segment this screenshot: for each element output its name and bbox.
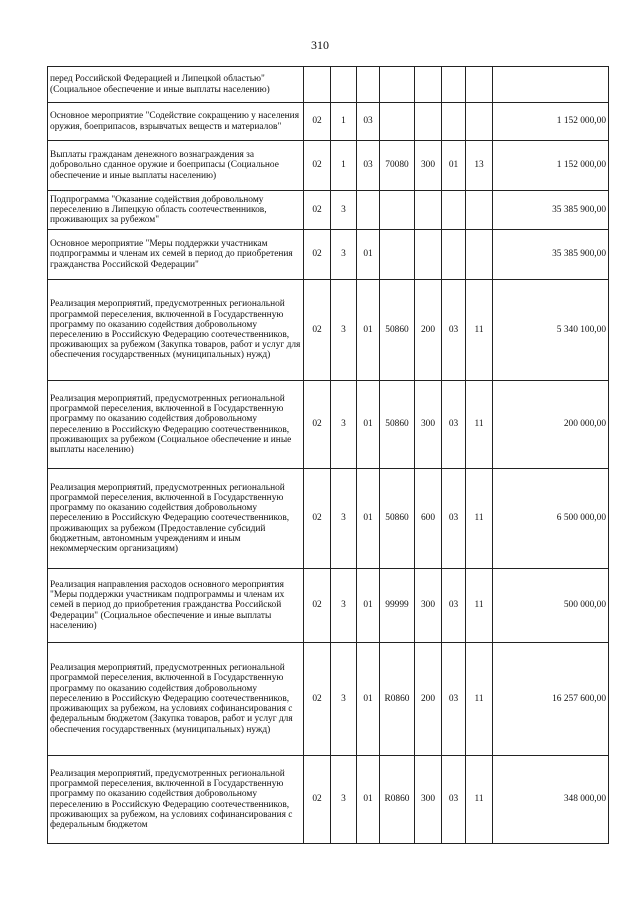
row-description: Основное мероприятие "Содействие сокращению у населения оружия, боеприпасов, взрывчатых веществ и материалов" — [48, 103, 304, 141]
cell-main-event — [357, 191, 380, 230]
cell-expense-type — [415, 67, 442, 103]
cell-direction: 99999 — [380, 569, 415, 643]
cell-subsection: 11 — [466, 280, 493, 381]
cell-amount: 200 000,00 — [493, 381, 609, 469]
row-description: Подпрограмма "Оказание содействия добровольному переселению в Липецкую область соотечественников, проживающих за рубежом" — [48, 191, 304, 230]
cell-amount: 35 385 900,00 — [493, 191, 609, 230]
cell-subsection: 13 — [466, 141, 493, 191]
cell-expense-type: 300 — [415, 569, 442, 643]
cell-subsection: 11 — [466, 469, 493, 569]
cell-subprogram: 1 — [331, 103, 357, 141]
cell-expense-type — [415, 103, 442, 141]
cell-section — [442, 230, 466, 280]
cell-program: 02 — [304, 280, 331, 381]
cell-expense-type — [415, 230, 442, 280]
cell-program: 02 — [304, 643, 331, 756]
cell-expense-type — [415, 191, 442, 230]
cell-expense-type: 600 — [415, 469, 442, 569]
row-description: Реализация направления расходов основного мероприятия "Меры поддержки участникам подпрограммы и членам их семей в период до приобретения гражданства Российской Федерации" (Социальное обеспечение и иные выплаты населению) — [48, 569, 304, 643]
row-description: перед Российской Федерацией и Липецкой областью" (Социальное обеспечение и иные выплаты населению) — [48, 67, 304, 103]
table-row — [48, 141, 609, 191]
cell-amount: 6 500 000,00 — [493, 469, 609, 569]
cell-direction — [380, 230, 415, 280]
table-row — [48, 469, 609, 569]
cell-expense-type: 300 — [415, 381, 442, 469]
cell-program — [304, 67, 331, 103]
row-description: Основное мероприятие "Меры поддержки участникам подпрограммы и членам их семей в период до приобретения гражданства Российской Федерации" — [48, 230, 304, 280]
cell-subprogram: 3 — [331, 569, 357, 643]
cell-amount — [493, 67, 609, 103]
table-row — [48, 67, 609, 103]
table-row — [48, 230, 609, 280]
cell-subprogram: 3 — [331, 280, 357, 381]
cell-program: 02 — [304, 469, 331, 569]
cell-subprogram: 3 — [331, 756, 357, 844]
cell-direction: 70080 — [380, 141, 415, 191]
cell-direction — [380, 103, 415, 141]
row-description: Реализация мероприятий, предусмотренных региональной программой переселения, включенной в Государственную программу по оказанию содействия добровольному переселению в Российскую Федерацию соотечественников, проживающих за рубежом (Закупка товаров, работ и услуг для обеспечения государственных (муниципальных) нужд) — [48, 280, 304, 381]
cell-section: 03 — [442, 756, 466, 844]
cell-section — [442, 67, 466, 103]
table-row — [48, 280, 609, 381]
cell-program: 02 — [304, 569, 331, 643]
cell-subsection — [466, 230, 493, 280]
cell-section — [442, 103, 466, 141]
row-description: Выплаты гражданам денежного вознаграждения за добровольно сданное оружие и боеприпасы (Социальное обеспечение и иные выплаты населению) — [48, 141, 304, 191]
cell-amount: 348 000,00 — [493, 756, 609, 844]
cell-program: 02 — [304, 141, 331, 191]
cell-subprogram — [331, 67, 357, 103]
cell-section: 01 — [442, 141, 466, 191]
cell-direction — [380, 191, 415, 230]
cell-main-event — [357, 67, 380, 103]
row-description: Реализация мероприятий, предусмотренных региональной программой переселения, включенной в Государственную программу по оказанию содействия добровольному переселению в Российскую Федерацию соотечественников, проживающих за рубежом (Предоставление субсидий бюджетным, автономным учреждениям и иным некоммерческим организациям) — [48, 469, 304, 569]
cell-main-event: 01 — [357, 756, 380, 844]
cell-subprogram: 3 — [331, 469, 357, 569]
cell-amount: 1 152 000,00 — [493, 141, 609, 191]
cell-subsection — [466, 103, 493, 141]
cell-subsection — [466, 67, 493, 103]
cell-main-event: 01 — [357, 469, 380, 569]
cell-main-event: 01 — [357, 381, 380, 469]
cell-section: 03 — [442, 280, 466, 381]
cell-amount: 35 385 900,00 — [493, 230, 609, 280]
cell-program: 02 — [304, 191, 331, 230]
cell-direction: 50860 — [380, 469, 415, 569]
cell-subprogram: 1 — [331, 141, 357, 191]
cell-section: 03 — [442, 469, 466, 569]
cell-subprogram: 3 — [331, 643, 357, 756]
cell-direction — [380, 67, 415, 103]
cell-main-event: 01 — [357, 230, 380, 280]
cell-program: 02 — [304, 230, 331, 280]
cell-program: 02 — [304, 756, 331, 844]
cell-main-event: 03 — [357, 103, 380, 141]
cell-expense-type: 300 — [415, 756, 442, 844]
cell-amount: 5 340 100,00 — [493, 280, 609, 381]
cell-subsection: 11 — [466, 756, 493, 844]
page-number: 310 — [311, 38, 329, 52]
cell-main-event: 01 — [357, 569, 380, 643]
table-row — [48, 191, 609, 230]
cell-subprogram: 3 — [331, 191, 357, 230]
row-description: Реализация мероприятий, предусмотренных региональной программой переселения, включенной в Государственную программу по оказанию содействия добровольному переселению в Российскую Федерацию соотечественников, проживающих за рубежом, на условиях софинансирования с федеральным бюджетом (Закупка товаров, работ и услуг для обеспечения государственных (муниципальных) нужд) — [48, 643, 304, 756]
cell-expense-type: 200 — [415, 280, 442, 381]
table-row — [48, 103, 609, 141]
row-description: Реализация мероприятий, предусмотренных региональной программой переселения, включенной в Государственную программу по оказанию содействия добровольному переселению в Российскую Федерацию соотечественников, проживающих за рубежом, на условиях софинансирования с федеральным бюджетом — [48, 756, 304, 844]
cell-subsection: 11 — [466, 381, 493, 469]
cell-subsection — [466, 191, 493, 230]
cell-section: 03 — [442, 569, 466, 643]
cell-direction: 50860 — [380, 381, 415, 469]
cell-section: 03 — [442, 643, 466, 756]
cell-subprogram: 3 — [331, 230, 357, 280]
cell-amount: 500 000,00 — [493, 569, 609, 643]
cell-main-event: 01 — [357, 280, 380, 381]
budget-table — [47, 66, 609, 844]
cell-program: 02 — [304, 103, 331, 141]
row-description: Реализация мероприятий, предусмотренных региональной программой переселения, включенной в Государственную программу по оказанию содействия добровольному переселению в Российскую Федерацию соотечественников, проживающих за рубежом (Социальное обеспечение и иные выплаты населению) — [48, 381, 304, 469]
table-row — [48, 756, 609, 844]
cell-amount: 1 152 000,00 — [493, 103, 609, 141]
cell-direction: R0860 — [380, 643, 415, 756]
table-row — [48, 569, 609, 643]
cell-main-event: 03 — [357, 141, 380, 191]
cell-subsection: 11 — [466, 643, 493, 756]
cell-main-event: 01 — [357, 643, 380, 756]
cell-expense-type: 300 — [415, 141, 442, 191]
cell-subprogram: 3 — [331, 381, 357, 469]
cell-section — [442, 191, 466, 230]
table-row — [48, 381, 609, 469]
cell-direction: R0860 — [380, 756, 415, 844]
cell-expense-type: 200 — [415, 643, 442, 756]
cell-direction: 50860 — [380, 280, 415, 381]
cell-subsection: 11 — [466, 569, 493, 643]
table-row — [48, 643, 609, 756]
cell-section: 03 — [442, 381, 466, 469]
cell-program: 02 — [304, 381, 331, 469]
cell-amount: 16 257 600,00 — [493, 643, 609, 756]
